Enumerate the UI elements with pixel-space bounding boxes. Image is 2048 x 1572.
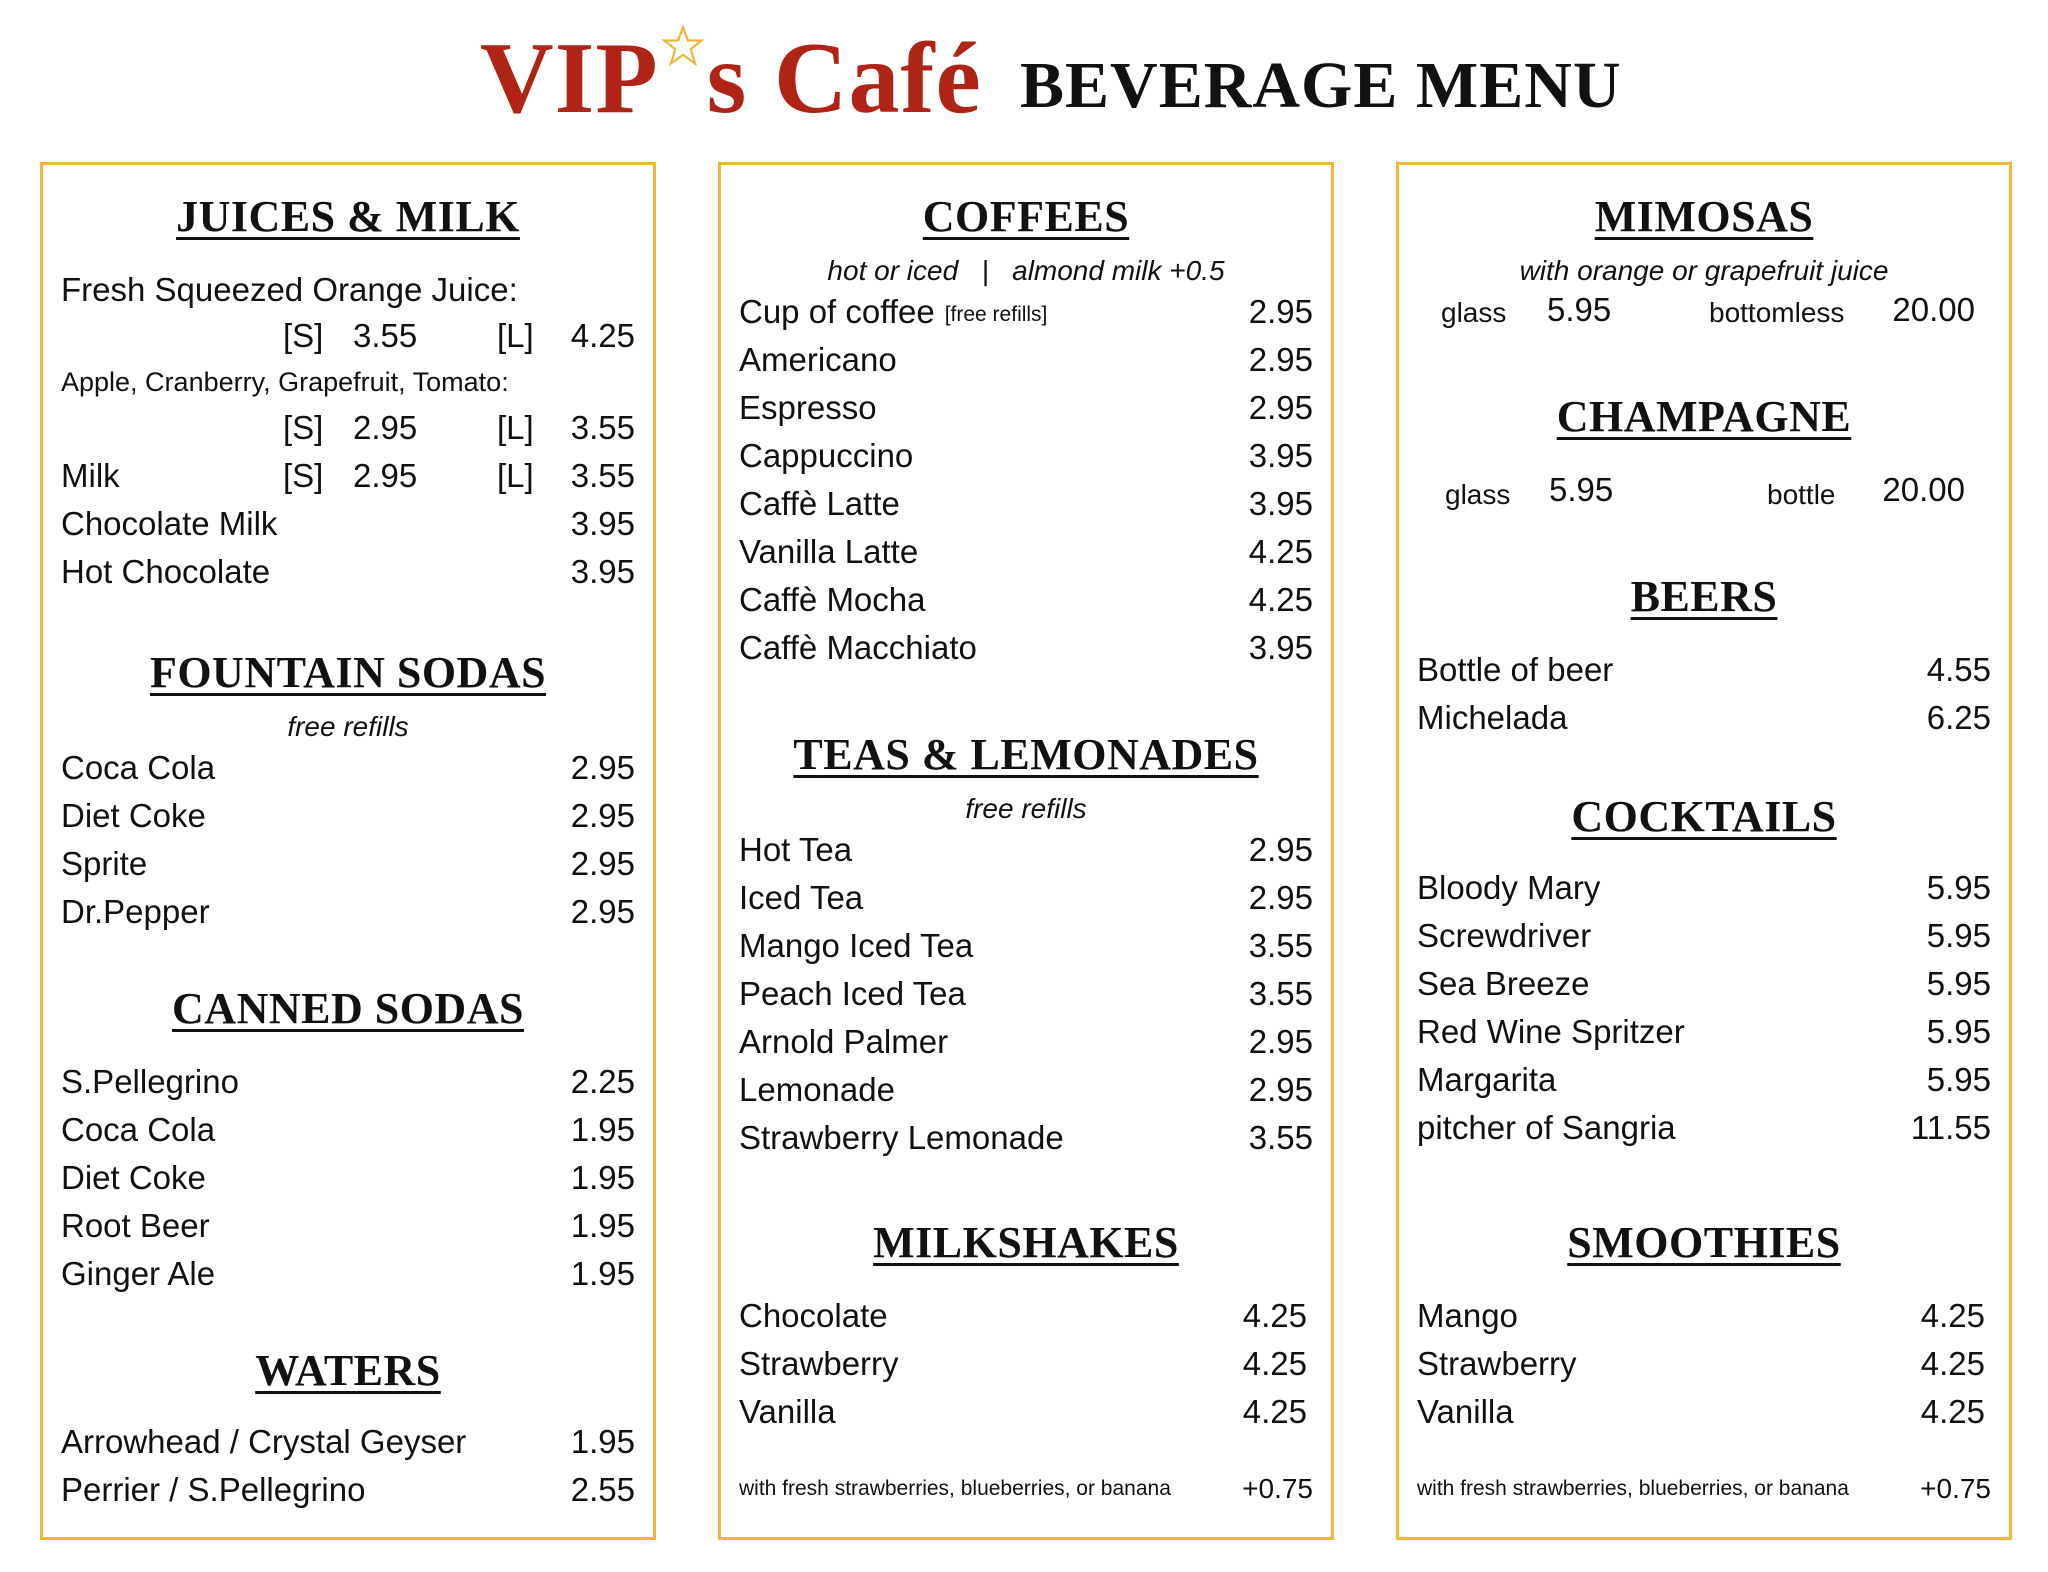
item-name: Root Beer bbox=[61, 1207, 210, 1244]
menu-item bbox=[61, 505, 635, 549]
addon-price: +0.75 bbox=[1242, 1473, 1313, 1504]
item-price: 3.55 bbox=[1248, 975, 1313, 1012]
section-title-teas-lemonades: TEAS & LEMONADES bbox=[793, 730, 1259, 779]
item-price: 1.95 bbox=[570, 1159, 635, 1196]
section-title-champagne: CHAMPAGNE bbox=[1556, 392, 1852, 441]
teas-subtitle: free refills bbox=[965, 793, 1087, 824]
item-name: Margarita bbox=[1417, 1061, 1557, 1098]
menu-item bbox=[739, 1023, 1313, 1067]
menu-item bbox=[739, 341, 1313, 385]
item-price: 3.95 bbox=[570, 553, 635, 590]
item-price: 1.95 bbox=[570, 1255, 635, 1292]
item-name: Caffè Latte bbox=[739, 485, 900, 522]
menu-item bbox=[61, 797, 635, 841]
item-name: Perrier / S.Pellegrino bbox=[61, 1471, 366, 1508]
menu-item bbox=[739, 1297, 1307, 1341]
champagne-bottle-label: bottle bbox=[1767, 479, 1836, 510]
menu-item bbox=[739, 1119, 1313, 1163]
item-price: 3.95 bbox=[1248, 629, 1313, 666]
item-name: Vanilla bbox=[739, 1393, 836, 1430]
brand-name-part1: VIP bbox=[480, 22, 659, 135]
champagne-glass-price: 5.95 bbox=[1549, 471, 1614, 508]
milk-price-large: 3.55 bbox=[570, 457, 635, 494]
mixed-price-small: 2.95 bbox=[353, 409, 418, 446]
cafe-logo bbox=[480, 20, 982, 137]
menu-item bbox=[739, 389, 1313, 433]
item-name: Caffè Mocha bbox=[739, 581, 926, 618]
menu-item bbox=[1417, 965, 1991, 1009]
menu-item bbox=[1417, 1109, 1991, 1153]
item-name: Dr.Pepper bbox=[61, 893, 210, 930]
menu-item bbox=[61, 1207, 635, 1251]
menu-item bbox=[739, 1393, 1307, 1437]
item-name: Hot Chocolate bbox=[61, 553, 271, 590]
addon-price: +0.75 bbox=[1920, 1473, 1991, 1504]
mixed-juice-label: Apple, Cranberry, Grapefruit, Tomato: bbox=[61, 367, 509, 397]
menu-item bbox=[739, 485, 1313, 529]
addon-text: with fresh strawberries, blueberries, or banana bbox=[739, 1477, 1171, 1500]
menu-item bbox=[1417, 699, 1991, 743]
item-name: Michelada bbox=[1417, 699, 1568, 736]
menu-item bbox=[739, 1345, 1307, 1389]
item-price: 5.95 bbox=[1926, 917, 1991, 954]
item-name: Coca Cola bbox=[61, 749, 216, 786]
item-price: 4.25 bbox=[1920, 1393, 1985, 1430]
item-name: Iced Tea bbox=[739, 879, 864, 916]
section-title-milkshakes: MILKSHAKES bbox=[873, 1218, 1179, 1267]
milk-size-large-label: [L] bbox=[497, 457, 534, 494]
menu-item bbox=[61, 1159, 635, 1203]
menu-column-left bbox=[40, 162, 656, 1540]
section-title-waters: WATERS bbox=[255, 1346, 441, 1395]
item-price: 2.25 bbox=[570, 1063, 635, 1100]
menu-title: BEVERAGE MENU bbox=[1020, 49, 1622, 122]
milk-size-small-label: [S] bbox=[283, 457, 324, 494]
mixed-size-large-label: [L] bbox=[497, 409, 534, 446]
menu-header bbox=[0, 20, 2048, 135]
item-price: 4.25 bbox=[1248, 581, 1313, 618]
fountain-subtitle: free refills bbox=[287, 711, 409, 742]
menu-item bbox=[61, 1423, 635, 1467]
item-price: 4.25 bbox=[1920, 1297, 1985, 1334]
item-price: 4.55 bbox=[1926, 651, 1991, 688]
item-name: Sprite bbox=[61, 845, 148, 882]
mimosa-bottomless-label: bottomless bbox=[1709, 297, 1845, 328]
menu-item bbox=[739, 975, 1313, 1019]
menu-item bbox=[1417, 1061, 1991, 1105]
item-name: Mango Iced Tea bbox=[739, 927, 974, 964]
section-title-beers: BEERS bbox=[1630, 572, 1778, 621]
item-price: 2.55 bbox=[570, 1471, 635, 1508]
menu-column-middle bbox=[718, 162, 1334, 1540]
section-title-smoothies: SMOOTHIES bbox=[1567, 1218, 1841, 1267]
item-name: Screwdriver bbox=[1417, 917, 1592, 954]
item-price: 3.55 bbox=[1248, 1119, 1313, 1156]
menu-item bbox=[1417, 651, 1991, 695]
menu-item bbox=[1417, 869, 1991, 913]
item-name: Strawberry bbox=[739, 1345, 899, 1382]
item-price: 2.95 bbox=[1248, 831, 1313, 868]
menu-item bbox=[61, 1063, 635, 1107]
item-name: Vanilla bbox=[1417, 1393, 1514, 1430]
menu-item bbox=[739, 581, 1313, 625]
item-name: Bloody Mary bbox=[1417, 869, 1601, 906]
mimosas-subtitle: with orange or grapefruit juice bbox=[1519, 255, 1889, 286]
oj-size-large-label: [L] bbox=[497, 317, 534, 354]
item-name: Cup of coffee bbox=[739, 293, 935, 330]
section-title-juices: JUICES & MILK bbox=[176, 192, 520, 241]
item-name: Caffè Macchiato bbox=[739, 629, 977, 666]
menu-item bbox=[739, 831, 1313, 875]
item-name: Chocolate bbox=[739, 1297, 888, 1334]
item-price: 2.95 bbox=[570, 797, 635, 834]
menu-item bbox=[739, 879, 1313, 923]
menu-item bbox=[739, 629, 1313, 673]
oj-size-small-label: [S] bbox=[283, 317, 324, 354]
item-name: Vanilla Latte bbox=[739, 533, 919, 570]
oj-price-large: 4.25 bbox=[570, 317, 635, 354]
item-price: 2.95 bbox=[1248, 341, 1313, 378]
menu-item bbox=[739, 533, 1313, 577]
item-name: Hot Tea bbox=[739, 831, 853, 868]
item-name: Bottle of beer bbox=[1417, 651, 1614, 688]
menu-item bbox=[739, 1071, 1313, 1115]
item-price: 1.95 bbox=[570, 1207, 635, 1244]
item-price: 5.95 bbox=[1926, 1061, 1991, 1098]
item-name: Arrowhead / Crystal Geyser bbox=[61, 1423, 467, 1460]
milk-label: Milk bbox=[61, 457, 120, 494]
menu-item bbox=[739, 293, 1313, 337]
mimosa-glass-label: glass bbox=[1441, 297, 1507, 328]
item-name: Lemonade bbox=[739, 1071, 895, 1108]
milkshake-addon-note bbox=[739, 1473, 1313, 1504]
item-price: 11.55 bbox=[1910, 1109, 1991, 1146]
smoothie-addon-note bbox=[1417, 1473, 1991, 1504]
item-price: 1.95 bbox=[570, 1111, 635, 1148]
oj-label: Fresh Squeezed Orange Juice: bbox=[61, 271, 518, 308]
item-price: 5.95 bbox=[1926, 1013, 1991, 1050]
item-price: 2.95 bbox=[1248, 1071, 1313, 1108]
menu-item bbox=[739, 927, 1313, 971]
item-price: 2.95 bbox=[570, 749, 635, 786]
coffees-subtitle: hot or iced | almond milk +0.5 bbox=[827, 255, 1225, 286]
item-name: Strawberry bbox=[1417, 1345, 1577, 1382]
champagne-bottle-price: 20.00 bbox=[1882, 471, 1965, 508]
menu-item bbox=[61, 749, 635, 793]
item-name: Diet Coke bbox=[61, 797, 206, 834]
item-price: 4.25 bbox=[1242, 1345, 1307, 1382]
section-title-coffees: COFFEES bbox=[922, 192, 1130, 241]
menu-item bbox=[61, 1255, 635, 1299]
item-price: 2.95 bbox=[570, 845, 635, 882]
item-name: S.Pellegrino bbox=[61, 1063, 239, 1100]
menu-item bbox=[61, 1111, 635, 1155]
addon-text: with fresh strawberries, blueberries, or banana bbox=[1417, 1477, 1849, 1500]
item-price: 2.95 bbox=[1248, 1023, 1313, 1060]
item-price: 2.95 bbox=[1248, 293, 1313, 330]
menu-item bbox=[61, 845, 635, 889]
item-name: Americano bbox=[739, 341, 897, 378]
section-title-cocktails: COCKTAILS bbox=[1571, 792, 1837, 841]
milk-price-small: 2.95 bbox=[353, 457, 418, 494]
menu-item bbox=[61, 553, 635, 597]
star-icon bbox=[661, 24, 705, 68]
item-price: 1.95 bbox=[570, 1423, 635, 1460]
item-name: Cappuccino bbox=[739, 437, 914, 474]
item-price: 2.95 bbox=[570, 893, 635, 930]
menu-item bbox=[1417, 1297, 1985, 1341]
item-price: 4.25 bbox=[1242, 1393, 1307, 1430]
item-price: 6.25 bbox=[1926, 699, 1991, 736]
section-title-canned-sodas: CANNED SODAS bbox=[172, 984, 524, 1033]
section-title-mimosas: MIMOSAS bbox=[1594, 192, 1814, 241]
item-price: 4.25 bbox=[1920, 1345, 1985, 1382]
item-price: 2.95 bbox=[1248, 879, 1313, 916]
item-name: Ginger Ale bbox=[61, 1255, 216, 1292]
menu-item bbox=[1417, 917, 1991, 961]
item-name: Espresso bbox=[739, 389, 877, 426]
menu-item bbox=[61, 1471, 635, 1515]
item-name: Peach Iced Tea bbox=[739, 975, 966, 1012]
mimosa-bottomless-price: 20.00 bbox=[1892, 291, 1975, 328]
item-name: Sea Breeze bbox=[1417, 965, 1590, 1002]
item-price: 4.25 bbox=[1248, 533, 1313, 570]
item-price: 2.95 bbox=[1248, 389, 1313, 426]
menu-item bbox=[61, 893, 635, 937]
item-name: Diet Coke bbox=[61, 1159, 206, 1196]
item-price: 3.55 bbox=[1248, 927, 1313, 964]
free-refills-tag: [free refills] bbox=[944, 303, 1048, 326]
champagne-glass-label: glass bbox=[1445, 479, 1511, 510]
mimosa-glass-price: 5.95 bbox=[1547, 291, 1612, 328]
oj-price-small: 3.55 bbox=[353, 317, 418, 354]
menu-item bbox=[1417, 1345, 1985, 1389]
item-price: 3.95 bbox=[1248, 437, 1313, 474]
item-price: 5.95 bbox=[1926, 869, 1991, 906]
item-price: 4.25 bbox=[1242, 1297, 1307, 1334]
menu-item bbox=[1417, 1393, 1985, 1437]
item-price: 3.95 bbox=[1248, 485, 1313, 522]
item-name: Arnold Palmer bbox=[739, 1023, 949, 1060]
section-title-fountain-sodas: FOUNTAIN SODAS bbox=[149, 648, 547, 697]
item-name: Red Wine Spritzer bbox=[1417, 1013, 1685, 1050]
brand-name-part2: s Café bbox=[706, 22, 982, 135]
item-name: Coca Cola bbox=[61, 1111, 216, 1148]
mixed-size-small-label: [S] bbox=[283, 409, 324, 446]
menu-column-right bbox=[1396, 162, 2012, 1540]
item-name: Mango bbox=[1417, 1297, 1518, 1334]
item-name: Strawberry Lemonade bbox=[739, 1119, 1064, 1156]
menu-item bbox=[1417, 1013, 1991, 1057]
item-name: pitcher of Sangria bbox=[1417, 1109, 1676, 1146]
mixed-price-large: 3.55 bbox=[570, 409, 635, 446]
menu-item bbox=[739, 437, 1313, 481]
item-price: 3.95 bbox=[570, 505, 635, 542]
item-price: 5.95 bbox=[1926, 965, 1991, 1002]
item-name: Chocolate Milk bbox=[61, 505, 278, 542]
